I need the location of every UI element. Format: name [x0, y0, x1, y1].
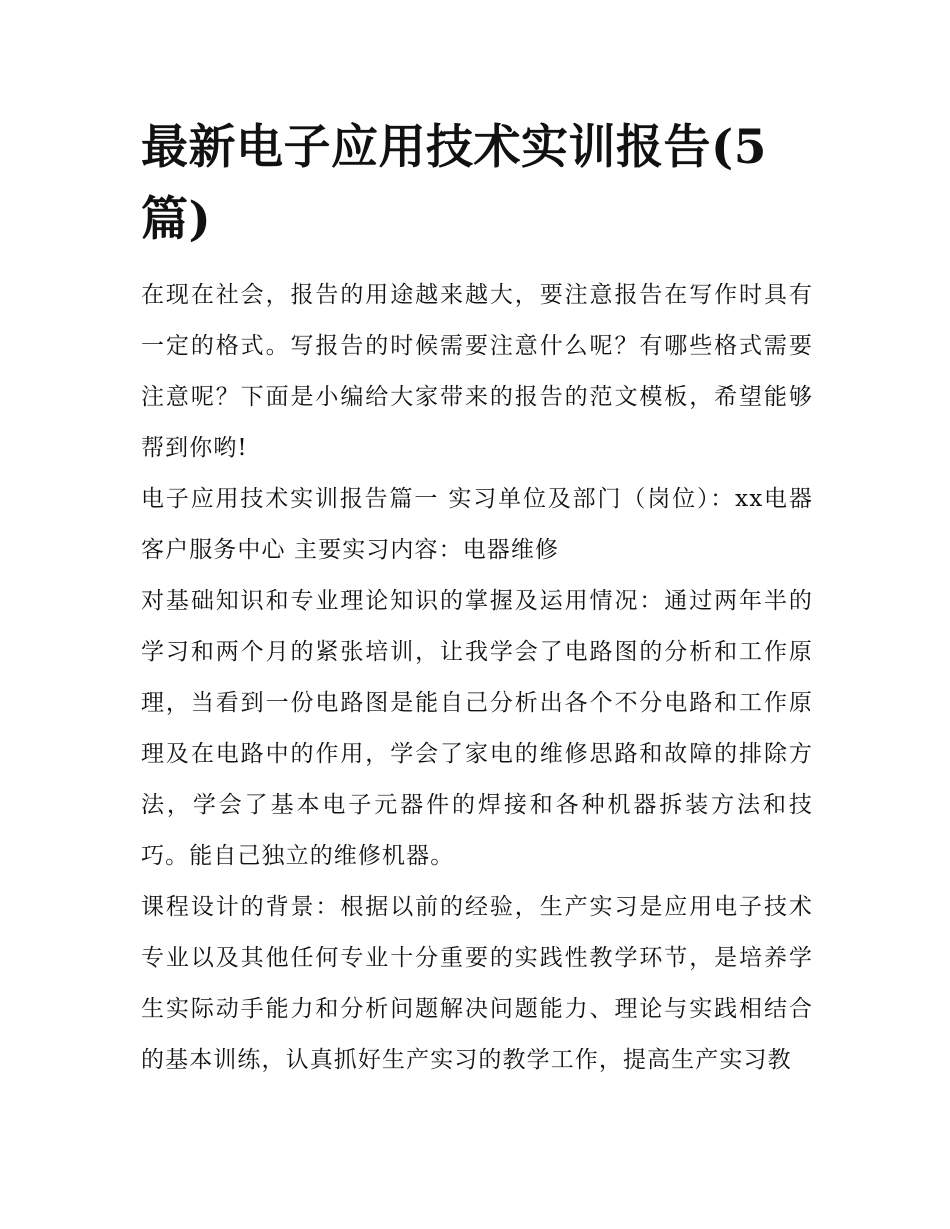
intro-paragraph: 在现在社会，报告的用途越来越大，要注意报告在写作时具有一定的格式。写报告的时候需要注意什么呢？有哪些格式需要注意呢？下面是小编给大家带来的报告的范文模板，希望能够帮到你哟! — [141, 282, 813, 461]
document-title: 最新电子应用技术实训报告(5篇) — [141, 120, 767, 247]
background-paragraph: 课程设计的背景：根据以前的经验，生产实习是应用电子技术专业以及其他任何专业十分重要的实践性教学环节，是培养学生实际动手能力和分析问题解决问题能力、理论与实践相结合的基本训练，认真抓好生产实习的教学工作，提高生产实习教 — [141, 894, 813, 1073]
document-body — [141, 112, 813, 1086]
internship-info-paragraph: 电子应用技术实训报告篇一 实习单位及部门（岗位）：xx电器客户服务中心 主要实习内容：电器维修 — [141, 486, 813, 563]
knowledge-paragraph: 对基础知识和专业理论知识的掌握及运用情况：通过两年半的学习和两个月的紧张培训，让我学会了电路图的分析和工作原理，当看到一份电路图是能自己分析出各个不分电路和工作原理及在电路中的作用，学会了家电的维修思路和故障的排除方法，学会了基本电子元器件的焊接和各种机器拆装方法和技巧。能自己独立的维修机器。 — [141, 588, 813, 869]
